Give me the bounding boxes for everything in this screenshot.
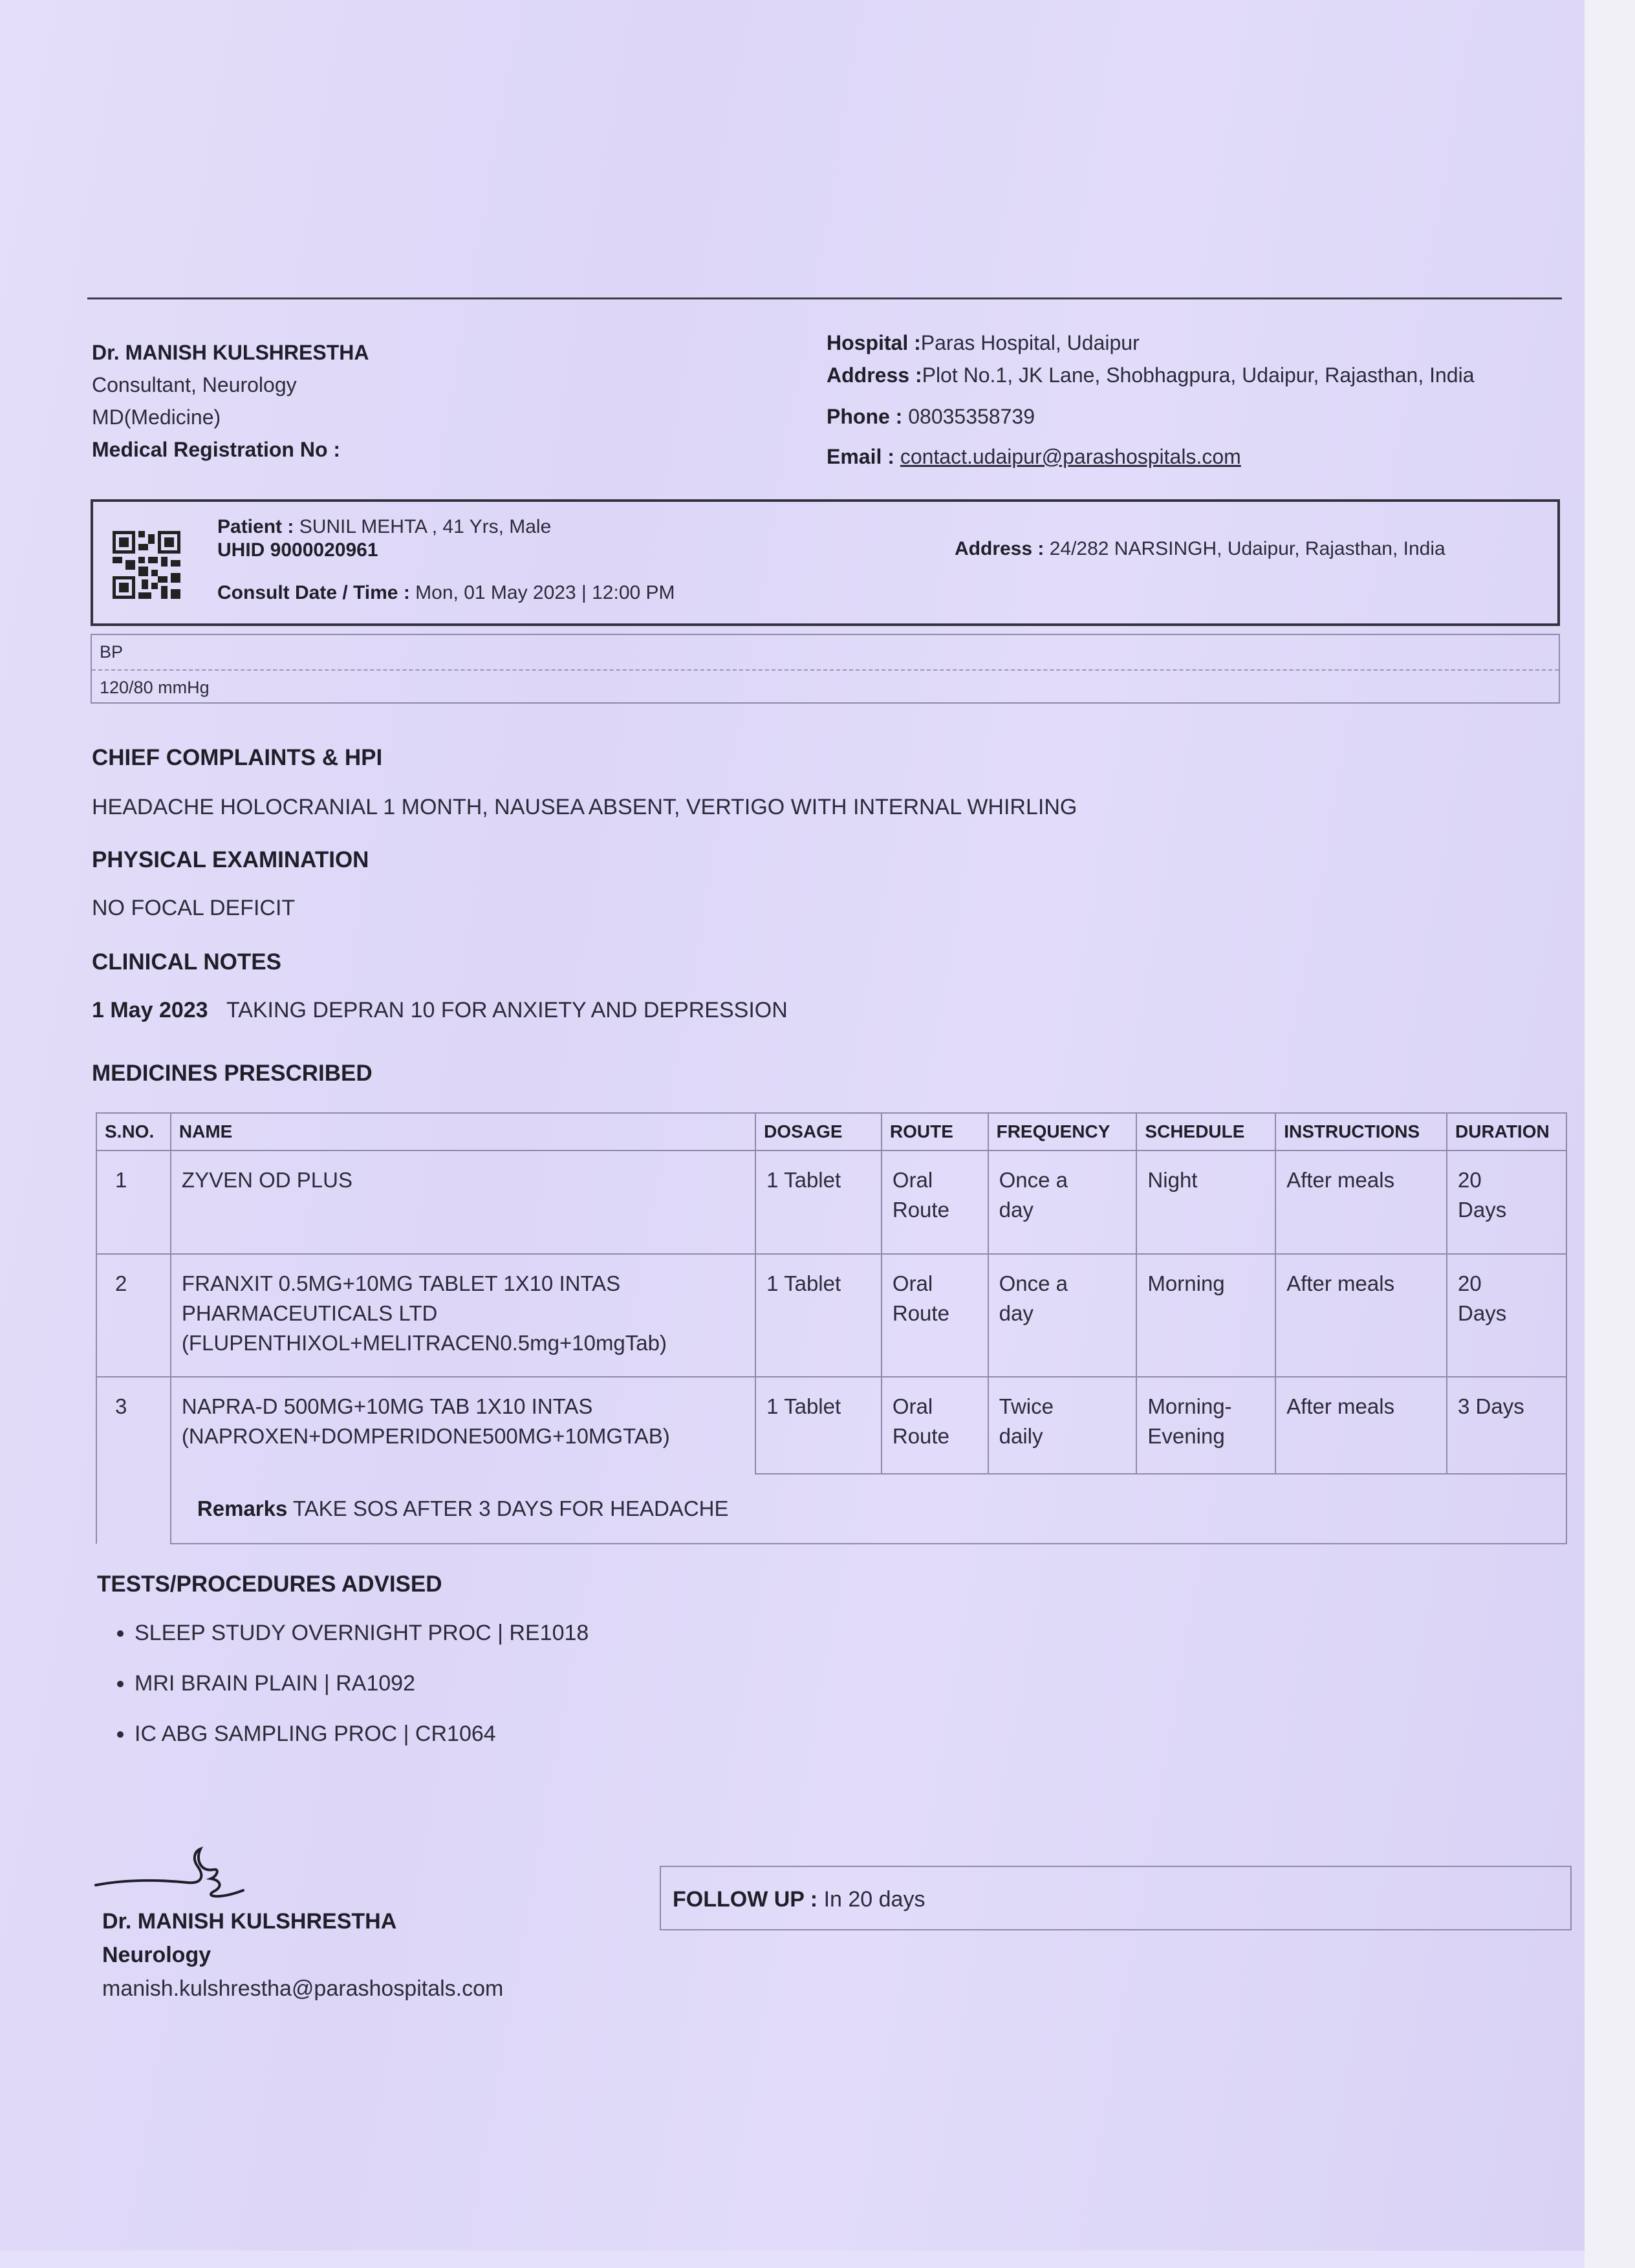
consult-label: Consult Date / Time : [217, 582, 410, 603]
qr-code-icon [113, 531, 180, 599]
duration-line: 3 Days [1458, 1394, 1524, 1418]
route-line: Oral [892, 1168, 933, 1192]
medicine-duration [1447, 1377, 1566, 1474]
hospital-email-line [827, 440, 1475, 473]
schedule-line: Morning- [1147, 1394, 1232, 1418]
hospital-email-label: Email : [827, 445, 894, 468]
hospital-email-link[interactable]: contact.udaipur@parashospitals.com [900, 445, 1241, 468]
medicines-table [96, 1112, 1567, 1544]
medicine-dosage: 1 Tablet [755, 1254, 882, 1377]
frequency-line: day [999, 1301, 1034, 1325]
medicine-frequency [988, 1377, 1137, 1474]
clinical-notes-line [92, 993, 788, 1027]
hospital-phone-label: Phone : [827, 405, 903, 428]
column-header: FREQUENCY [988, 1113, 1137, 1150]
registration-label: Medical Registration No : [92, 438, 341, 461]
patient-address-line [955, 537, 1446, 561]
doctor-name: Dr. MANISH KULSHRESTHA [92, 341, 369, 364]
frequency-line: Twice [999, 1394, 1054, 1418]
medicine-duration [1447, 1150, 1566, 1254]
duration-line: Days [1458, 1301, 1507, 1325]
vitals-value: 120/80 mmHg [92, 669, 1559, 705]
clinical-notes-date: 1 May 2023 [92, 998, 208, 1022]
duration-line: Days [1458, 1198, 1507, 1222]
hospital-address-value: Plot No.1, JK Lane, Shobhagpura, Udaipur, Rajasthan, India [922, 363, 1475, 387]
hospital-value: Paras Hospital, Udaipur [920, 331, 1140, 354]
tests-heading: TESTS/PROCEDURES ADVISED [97, 1571, 442, 1597]
medicine-name [171, 1377, 755, 1474]
medicine-schedule [1136, 1150, 1275, 1254]
frequency-line: day [999, 1198, 1034, 1222]
patient-address-label: Address : [955, 538, 1045, 559]
route-line: Route [892, 1424, 949, 1448]
follow-up-box [660, 1866, 1572, 1930]
list-item: • SLEEP STUDY OVERNIGHT PROC | RE1018 [135, 1608, 589, 1658]
registration-line [92, 433, 369, 466]
medicine-dosage: 1 Tablet [755, 1377, 882, 1474]
header-divider [87, 297, 1562, 299]
medicine-name-line: (FLUPENTHIXOL+MELITRACEN0.5mg+10mgTab) [181, 1331, 667, 1355]
duration-line: 20 [1458, 1271, 1482, 1295]
column-header: SCHEDULE [1136, 1113, 1275, 1150]
frequency-line: Once a [999, 1271, 1068, 1295]
follow-up-value: In 20 days [823, 1887, 926, 1912]
medicine-sno: 2 [96, 1254, 171, 1377]
doctor-degree: MD(Medicine) [92, 405, 221, 429]
tests-list [97, 1608, 589, 1759]
vitals-table [91, 634, 1560, 704]
hospital-phone-value: 08035358739 [908, 405, 1035, 428]
medicine-route [882, 1254, 988, 1377]
medicine-name-line: FRANXIT 0.5MG+10MG TABLET 1X10 INTAS [181, 1271, 621, 1295]
scan-background-edge [1585, 0, 1635, 2268]
remarks-text: TAKE SOS AFTER 3 DAYS FOR HEADACHE [292, 1496, 729, 1520]
medicine-name-line: ZYVEN OD PLUS [181, 1168, 352, 1192]
medicine-schedule [1136, 1377, 1275, 1474]
remarks-label: Remarks [197, 1496, 288, 1520]
medicines-header-row [96, 1113, 1566, 1150]
medicine-instructions: After meals [1275, 1254, 1447, 1377]
follow-up-label: FOLLOW UP : [673, 1887, 818, 1912]
patient-uhid: UHID 9000020961 [217, 539, 378, 561]
hospital-address-line [827, 359, 1475, 391]
medicine-name [171, 1254, 755, 1377]
list-item: • IC ABG SAMPLING PROC | CR1064 [135, 1709, 589, 1759]
consult-value: Mon, 01 May 2023 | 12:00 PM [415, 582, 675, 603]
medicine-name [171, 1150, 755, 1254]
hospital-address-label: Address : [827, 363, 922, 387]
complaints-text: HEADACHE HOLOCRANIAL 1 MONTH, NAUSEA ABSENT, VERTIGO WITH INTERNAL WHIRLING [92, 795, 1077, 819]
clinical-notes-text: TAKING DEPRAN 10 FOR ANXIETY AND DEPRESSION [226, 998, 788, 1022]
schedule-line: Night [1147, 1168, 1198, 1192]
medicine-name-line: NAPRA-D 500MG+10MG TAB 1X10 INTAS [181, 1394, 593, 1418]
route-line: Route [892, 1198, 949, 1222]
clinical-notes-heading: CLINICAL NOTES [92, 949, 281, 975]
medicine-schedule [1136, 1254, 1275, 1377]
hospital-phone-line [827, 400, 1475, 433]
table-row [96, 1377, 1566, 1474]
list-item: • MRI BRAIN PLAIN | RA1092 [135, 1658, 589, 1709]
column-header: S.NO. [96, 1113, 171, 1150]
examination-heading: PHYSICAL EXAMINATION [92, 847, 369, 872]
patient-info-box [91, 499, 1560, 626]
complaints-heading: CHIEF COMPLAINTS & HPI [92, 745, 383, 770]
doctor-designation: Consultant, Neurology [92, 373, 297, 396]
signature-email: manish.kulshrestha@parashospitals.com [102, 1976, 504, 2001]
signature-block [102, 1905, 503, 2005]
examination-text: NO FOCAL DEFICIT [92, 896, 296, 920]
medicine-duration [1447, 1254, 1566, 1377]
route-line: Oral [892, 1271, 933, 1295]
column-header: ROUTE [882, 1113, 988, 1150]
frequency-line: daily [999, 1424, 1043, 1448]
patient-address-value: 24/282 NARSINGH, Udaipur, Rajasthan, India [1049, 538, 1446, 559]
vitals-label: BP [100, 642, 124, 662]
medicine-instructions: After meals [1275, 1150, 1447, 1254]
medicine-frequency [988, 1254, 1137, 1377]
column-header: DURATION [1447, 1113, 1566, 1150]
schedule-line: Evening [1147, 1424, 1225, 1448]
consult-line [217, 581, 675, 605]
table-row [96, 1254, 1566, 1377]
remarks-row [96, 1474, 1566, 1544]
column-header: NAME [171, 1113, 755, 1150]
signature-department: Neurology [102, 1943, 211, 1967]
column-header: INSTRUCTIONS [1275, 1113, 1447, 1150]
column-header: DOSAGE [755, 1113, 882, 1150]
patient-label: Patient : [217, 516, 294, 537]
medicines-heading: MEDICINES PRESCRIBED [92, 1061, 373, 1086]
schedule-line: Morning [1147, 1271, 1225, 1295]
hospital-line [827, 327, 1475, 359]
signature-name: Dr. MANISH KULSHRESTHA [102, 1909, 397, 1934]
medicine-sno: 1 [96, 1150, 171, 1254]
table-row [96, 1150, 1566, 1254]
hospital-block [827, 327, 1475, 473]
medicine-sno: 3 [96, 1377, 171, 1544]
route-line: Route [892, 1301, 949, 1325]
patient-value: SUNIL MEHTA , 41 Yrs, Male [299, 516, 552, 537]
medicine-route [882, 1377, 988, 1474]
medicine-name-line: (NAPROXEN+DOMPERIDONE500MG+10MGTAB) [181, 1424, 670, 1448]
medicine-dosage: 1 Tablet [755, 1150, 882, 1254]
medicine-route [882, 1150, 988, 1254]
doctor-block [92, 336, 369, 466]
frequency-line: Once a [999, 1168, 1068, 1192]
medicine-name-line: PHARMACEUTICALS LTD [181, 1301, 438, 1325]
route-line: Oral [892, 1394, 933, 1418]
patient-line [217, 515, 551, 539]
duration-line: 20 [1458, 1168, 1482, 1192]
remarks-cell [171, 1474, 1566, 1544]
hospital-label: Hospital : [827, 331, 921, 354]
medicine-instructions: After meals [1275, 1377, 1447, 1474]
medicine-frequency [988, 1150, 1137, 1254]
